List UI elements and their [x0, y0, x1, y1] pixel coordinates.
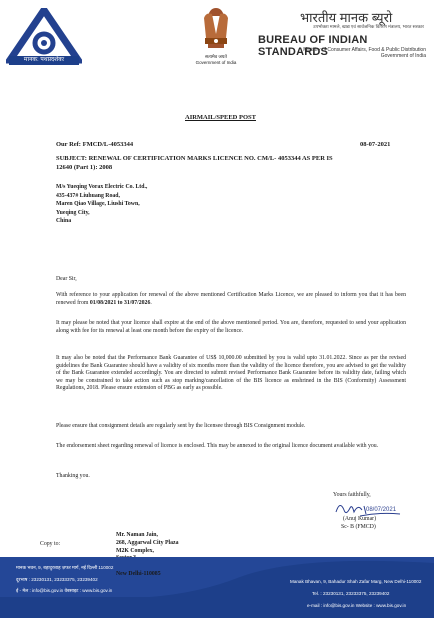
complimentary-close: Yours faithfully,: [333, 492, 371, 498]
logo-caption: मानक: पथप्रदर्शकः: [9, 56, 79, 65]
validity-period: 01/08/2021 to 31/07/2026: [89, 299, 151, 306]
footer-hindi-address: मानक भवन, 9, बहादुरशाह ज़फर मार्ग, नई दिल्ली 110002: [16, 565, 114, 570]
salutation: Dear Sir,: [56, 276, 77, 282]
emblem-motto: सत्यमेव जयते: [205, 54, 227, 59]
signer-designation: Sc- B (FMCD): [341, 524, 376, 530]
cc-line: 268, Aggarwal City Plaza: [116, 539, 179, 546]
cc-line: M2K Complex,: [116, 547, 154, 554]
paragraph-bank-guarantee: It may also be noted that the Performance Bank Guarantee of US$ 10,000.00 submitted by you is valid upto 31.01.2022. Since as per the revised guidelines the Bank Guarantee should have a validity of six months more than the validity of the licence therefore, you are advised to get the validity of the Bank Guarantee extended accordingly. You are directed to submit revised Performance Bank Guarantee before its validity date, failing which we may be constrained to take action such as stop marking/cancellation of the BIS licence as enshrined in the BIS (Conformity) Assessment Regulations, 2018. Please ensure extension of PBG as early as possible.: [56, 355, 406, 391]
footer: [0, 557, 434, 618]
cc-line: Mr. Naman Jain,: [116, 532, 158, 538]
footer-hindi-email: ई - मेल : info@bis.gov.in वेबसाइट : www.bis.gov.in: [16, 588, 113, 593]
reference-number: Our Ref: FMCD/L-4053344: [56, 141, 134, 148]
footer-hindi-phone: दूरभाष : 23230131, 23233375, 23239402: [16, 577, 98, 582]
address-line: China: [56, 218, 72, 224]
airmail-heading: AIRMAIL/SPEED POST: [185, 114, 256, 121]
government-line: Government of India: [380, 53, 426, 59]
paragraph-text: .: [150, 299, 152, 306]
copy-to-address: [116, 532, 178, 579]
bis-title: BUREAU OF INDIAN STANDARDS: [258, 34, 368, 58]
paragraph-text: With reference to your application for renewal of the above mentioned Certification Marks Licence, we are pleased to inform you that it has been renewed from: [56, 292, 406, 306]
subject-line: 12640 (Part 1): 2008: [56, 164, 113, 171]
emblem-caption: Government of India: [195, 59, 237, 65]
address-line: M/s Yueqing Vorax Electric Co. Ltd.,: [56, 184, 148, 190]
paragraph-consignment: Please ensure that consignment details are regularly sent by the licensee through BIS Consignment module.: [56, 423, 306, 429]
hindi-ministry: उपभोक्ता मामले, खाद्य एवं सार्वजनिक वितरण मंत्रालय, भारत सरकार: [313, 24, 424, 29]
cc-line: New Delhi-110085: [116, 570, 161, 577]
footer-telephone: Tel. : 23230131, 23233375, 23239402: [312, 591, 390, 596]
signature-date: 08/07/2021: [366, 507, 397, 513]
letter-date: 08-07-2021: [360, 141, 391, 148]
subject: [56, 154, 406, 172]
national-emblem-icon: [196, 4, 236, 60]
paragraph-renewal: [56, 292, 406, 307]
paragraph-expiry: It may please be noted that your licence shall expire at the end of the above mentioned period. You are, therefore, requested to send your application along with fee for its renewal at least one month before the expiry of the licence.: [56, 320, 406, 334]
footer-email: e-mail : info@bis.gov.in Website : www.bis.gov.in: [307, 603, 407, 608]
paragraph-endorsement: The endorsement sheet regarding renewal of licence is enclosed. This may be annexed to the original licence document available with you.: [56, 443, 379, 449]
hindi-title: भारतीय मानक ब्यूरो: [300, 10, 393, 25]
address-line: Yueqing City,: [56, 209, 90, 216]
signer-name: (Anuj Kumar): [343, 516, 377, 522]
closing-thanks: Thanking you.: [56, 473, 90, 479]
ministry-line: Ministry of Consumer Affairs, Food & Public Distribution: [303, 47, 426, 53]
copy-to-label: Copy to:: [40, 541, 61, 547]
address-line: Maren Qiao Village, Liushi Town,: [56, 201, 140, 207]
subject-line: SUBJECT: RENEWAL OF CERTIFICATION MARKS LICENCE NO. CM/L- 4053344 AS PER IS: [56, 155, 333, 162]
addressee: [56, 183, 147, 226]
address-line: 435-437# Liuhuang Road,: [56, 192, 120, 199]
footer-address: Manak Bhavan, 9, Bahadur Shah Zafar Marg, New Delhi-110002: [290, 579, 422, 584]
